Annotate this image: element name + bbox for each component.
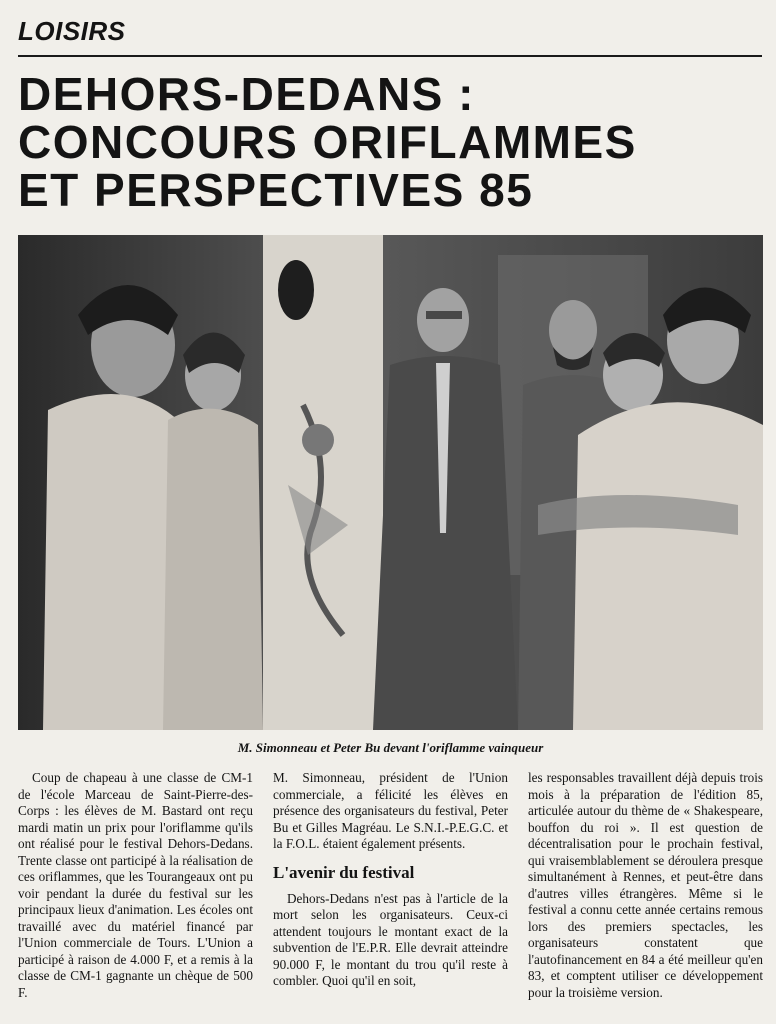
section-rule (18, 55, 762, 57)
section-label: LOISIRS (18, 16, 126, 46)
article-body (18, 770, 763, 1020)
headline-line-1: DEHORS-DEDANS : (18, 68, 475, 120)
paragraph: les responsables travaillent déjà depuis trois mois à la préparation de l'édition 85, articulée autour du thème de « Shakespeare, bouffon du roi ». Il est question de décentralisation pour le prochain festival, qui vraisemblablement se déroulera presque simultanément à Rennes, et peut-être dans d'autres villes étrangères. Même si le festival a connu cette année certains remous lors des premiers spectacles, les organisateurs constatent que l'autofinancement en 84 a été meilleur qu'en 83, et comptent utiliser ce développement pour la troisième version. (528, 770, 763, 1000)
headline-line-3: ET PERSPECTIVES 85 (18, 164, 534, 216)
paragraph: M. Simonneau, président de l'Union commerciale, a félicité les élèves en présence des organisateurs du festival, Peter Bu et Gilles Magréau. Le S.N.I.-P.E.G.C. et la F.O.L. étaient également présents. (273, 770, 508, 851)
news-photo (18, 235, 763, 730)
article-column-2 (273, 770, 508, 1020)
photo-illustration (18, 235, 763, 730)
headline-line-2: CONCOURS ORIFLAMMES (18, 116, 637, 168)
paragraph: Dehors-Dedans n'est pas à l'article de la mort selon les organisateurs. Ceux-ci attendent toujours le montant exact de la subvention de l'E.P.R. Elle devrait atteindre 90.000 F, le montant du trou qu'il reste à combler. Quoi qu'il en soit, (273, 890, 508, 988)
headline (18, 70, 768, 214)
paragraph: Coup de chapeau à une classe de CM-1 de l'école Marceau de Saint-Pierre-des-Corps : les élèves de M. Bastard ont reçu mardi matin un prix pour l'oriflamme qu'ils ont réalisé pour le festival Dehors-Dedans. Trente classe ont participé à la réalisation de ces oriflammes, que les Tourangeaux ont pu voir pendant la durée du festival sur les principaux lieux d'animation. Les écoles ont travaillé avec du matériel financé par l'Union commerciale de Tours. L'Union a participé à raison de 4.000 F, et a remis à la classe de CM-1 gagnante un chèque de 500 F. (18, 770, 253, 1000)
article-column-3 (528, 770, 763, 1020)
subheading: L'avenir du festival (273, 862, 415, 882)
article-column-1 (18, 770, 253, 1020)
photo-caption: M. Simonneau et Peter Bu devant l'oriflamme vainqueur (237, 740, 544, 755)
